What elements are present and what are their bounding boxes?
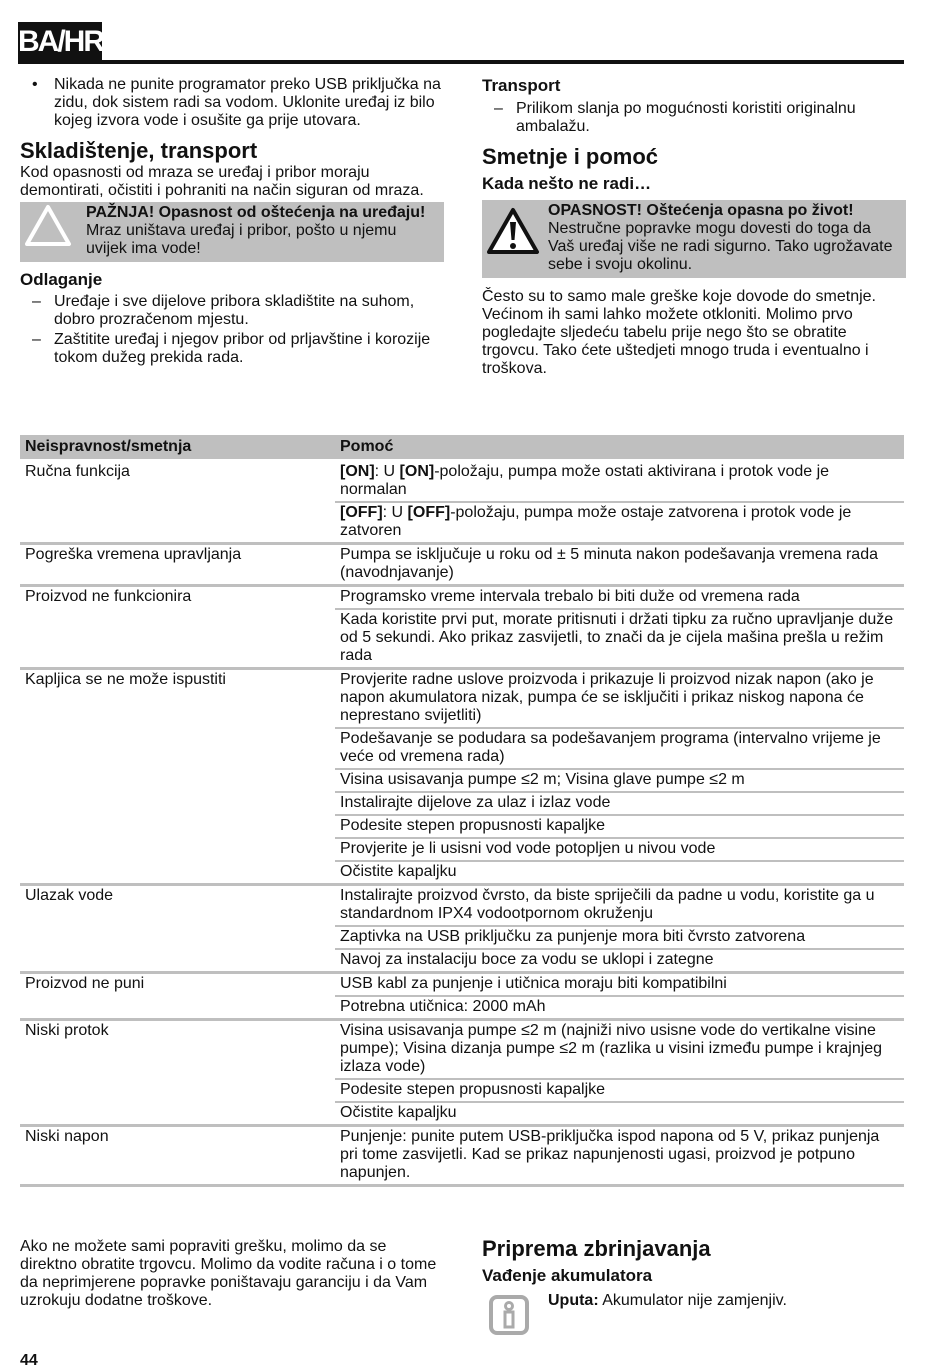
table-row	[20, 1126, 904, 1186]
caution-text	[86, 204, 438, 258]
help-text: Očistite kapaljku	[340, 863, 457, 880]
help-text: Instalirajte proizvod čvrsto, da biste spriječili da padne u vodu, koristite ga u standardnom IPX4 vodootpornom okruženju	[340, 887, 875, 922]
help-text: -položaju, pumpa može ostaje zatvorena i protok vode je zatvoren	[340, 504, 852, 539]
help-cell	[335, 815, 904, 838]
help-cell	[335, 1126, 904, 1186]
help-text: USB kabl za punjenje i utičnica moraju biti kompatibilni	[340, 975, 727, 992]
table-row	[20, 461, 904, 503]
battery-heading: Vađenje akumulatora	[482, 1266, 653, 1285]
dispose-heading: Priprema zbrinjavanja	[482, 1236, 711, 1261]
note-box	[482, 1290, 906, 1336]
help-cell	[335, 586, 904, 610]
note-text	[548, 1290, 906, 1310]
help-text: Pumpa se isključuje u roku od ± 5 minuta nakon podešavanja vremena rada (navodnjavanje)	[340, 546, 878, 581]
danger-label: OPASNOST! Oštećenja opasna po život!	[548, 202, 854, 219]
help-cell	[335, 838, 904, 861]
help-cell	[335, 792, 904, 815]
fault-cell: Niski protok	[20, 1020, 335, 1126]
help-cell	[335, 926, 904, 949]
help-cell	[335, 502, 904, 544]
help-cell	[335, 996, 904, 1020]
help-text: Instalirajte dijelove za ulaz i izlaz vode	[340, 794, 611, 811]
help-cell	[335, 1079, 904, 1102]
info-icon	[488, 1294, 530, 1336]
help-text: Navoj za instalaciju boce za vodu se uklopi i zategne	[340, 951, 714, 968]
table-row	[20, 669, 904, 729]
caution-body: Mraz uništava uređaj i pribor, pošto u njemu uvijek ima vode!	[86, 222, 397, 257]
help-text: : U	[382, 504, 408, 521]
fault-cell: Ulazak vode	[20, 885, 335, 973]
contact-dealer-text: Ako ne možete sami popraviti grešku, molimo da se direktno obratite trgovcu. Molimo da vodite računa i o tome da neprimjerene popravke poništavaju garanciju i da Vam uzrokuju dodatne troškove.	[20, 1238, 437, 1309]
transport-item: – Prilikom slanja po mogućnosti koristiti originalnu ambalažu.	[482, 100, 906, 136]
help-text: : U	[374, 463, 400, 480]
fault-cell: Ručna funkcija	[20, 461, 335, 544]
help-text: Potrebna utičnica: 2000 mAh	[340, 998, 546, 1015]
help-text: Podesite stepen propusnosti kapaljke	[340, 817, 606, 834]
trouble-subheading: Kada nešto ne radi…	[482, 174, 652, 193]
help-text: Provjerite je li usisni vod vode potopljen u nivou vode	[340, 840, 716, 857]
help-text: Punjenje: punite putem USB-priključka ispod napona od 5 V, prikaz punjenja pri tome zasvijetli. Kad se prikaz napunjenosti ugasi, proizvod je potpuno napunjen.	[340, 1128, 880, 1181]
fault-cell: Kapljica se ne može ispustiti	[20, 669, 335, 885]
disposal-heading: Odlaganje	[20, 270, 103, 289]
header-help: Pomoć	[335, 435, 904, 461]
page-number: 44	[20, 1352, 38, 1369]
danger-text	[548, 202, 900, 274]
bottom-left	[20, 1238, 444, 1310]
help-cell	[335, 1102, 904, 1126]
help-key: [OFF]	[407, 504, 451, 521]
usb-warning-bullet: • Nikada ne punite programator preko USB priključka na zidu, dok sistem radi sa vodom. Uklonite uređaj iz bilo kojeg izvora vode i osušite ga prije utovara.	[20, 76, 464, 130]
help-cell	[335, 461, 904, 503]
table-row	[20, 586, 904, 610]
help-cell	[335, 728, 904, 769]
caution-icon	[24, 204, 72, 248]
help-text: Očistite kapaljku	[340, 1104, 457, 1121]
bottom-right	[482, 1236, 906, 1336]
language-tag: BA/HR	[18, 22, 102, 62]
transport-heading: Transport	[482, 76, 561, 95]
help-key: [ON]	[340, 463, 375, 480]
fault-cell: Pogreška vremena upravljanja	[20, 544, 335, 586]
disposal-item: – Uređaje i sve dijelove pribora skladištite na suhom, dobro prozračenom mjestu.	[20, 293, 434, 329]
trouble-heading: Smetnje i pomoć	[482, 144, 659, 169]
help-cell	[335, 973, 904, 997]
help-cell	[335, 669, 904, 729]
help-text: Visina usisavanja pumpe ≤2 m (najniži nivo usisne vode do vertikalne visine pumpe); Visina dizanja pumpe ≤2 m (razlika u visini između pumpe i krajnjeg izlaza vode)	[340, 1022, 883, 1075]
caution-box	[20, 202, 444, 262]
help-text: Zaptivka na USB priključku za punjenje mora biti čvrsto zatvorena	[340, 928, 806, 945]
help-cell	[335, 609, 904, 669]
help-cell	[335, 769, 904, 792]
help-text: Podešavanje se podudara sa podešavanjem programa (intervalno vrijeme je veće od vremena rada)	[340, 730, 881, 765]
help-cell	[335, 1020, 904, 1080]
help-key: [ON]	[399, 463, 435, 480]
help-text: Programsko vreme intervala trebalo bi biti duže od vremena rada	[340, 588, 800, 605]
storage-text: Kod opasnosti od mraza se uređaj i pribor moraju demontirati, očistiti i pohraniti na način siguran od mraza.	[20, 164, 424, 199]
right-column	[482, 76, 906, 378]
fault-cell: Proizvod ne puni	[20, 973, 335, 1020]
danger-body: Nestručne popravke mogu dovesti do toga da Vaš uređaj više ne radi sigurno. Tako ugrožavate sebe i svoju okolinu.	[548, 220, 893, 273]
help-text: Provjerite radne uslove proizvoda i prikazuje li proizvod nizak napon (ako je napon akumulatora nizak, pumpa će se isključiti i prikaz niskog napona će neprestano svijetliti)	[340, 671, 874, 724]
storage-heading: Skladištenje, transport	[20, 138, 258, 163]
help-text: Kada koristite prvi put, morate pritisnuti i držati tipku za ručno upravljanje duže od 5 sekundi. Ako prikaz zasvijetli, to znači da je cijela mašina prešla u režim rada	[340, 611, 894, 664]
help-cell	[335, 885, 904, 927]
help-key: [OFF]	[340, 504, 383, 521]
help-text: Visina usisavanja pumpe ≤2 m; Visina glave pumpe ≤2 m	[340, 771, 745, 788]
help-text: -položaju, pumpa može ostati aktivirana i protok vode je normalan	[340, 463, 830, 498]
note-body: Akumulator nije zamjenjiv.	[598, 1292, 787, 1309]
danger-icon	[486, 206, 540, 258]
table-row	[20, 544, 904, 586]
disposal-item: – Zaštitite uređaj i njegov pribor od prljavštine i korozije tokom dužeg prekida rada.	[20, 331, 434, 367]
danger-box	[482, 200, 906, 278]
table-row	[20, 1020, 904, 1080]
note-label: Uputa:	[548, 1292, 599, 1309]
trouble-text: Često su to samo male greške koje dovode do smetnje. Većinom ih sami lahko možete otkloniti. Molimo prvo pogledajte sljedeću tabelu prije nego što se obratite trgovcu. Tako ćete uštedjeti mnogo truda i eventualno i troškova.	[482, 288, 876, 377]
left-column	[20, 76, 444, 367]
fault-cell: Proizvod ne funkcionira	[20, 586, 335, 669]
table-body	[20, 461, 904, 1186]
help-cell	[335, 861, 904, 885]
table-row	[20, 973, 904, 997]
help-text: Podesite stepen propusnosti kapaljke	[340, 1081, 606, 1098]
fault-cell: Niski napon	[20, 1126, 335, 1186]
table-header-row	[20, 435, 904, 461]
table-row	[20, 885, 904, 927]
troubleshooting-table	[20, 435, 904, 1187]
header-rule	[18, 60, 904, 64]
help-cell	[335, 949, 904, 973]
help-cell	[335, 544, 904, 586]
caution-label: PAŽNJA! Opasnost od oštećenja na uređaju!	[86, 204, 426, 221]
header-fault: Neispravnost/smetnja	[20, 435, 335, 461]
